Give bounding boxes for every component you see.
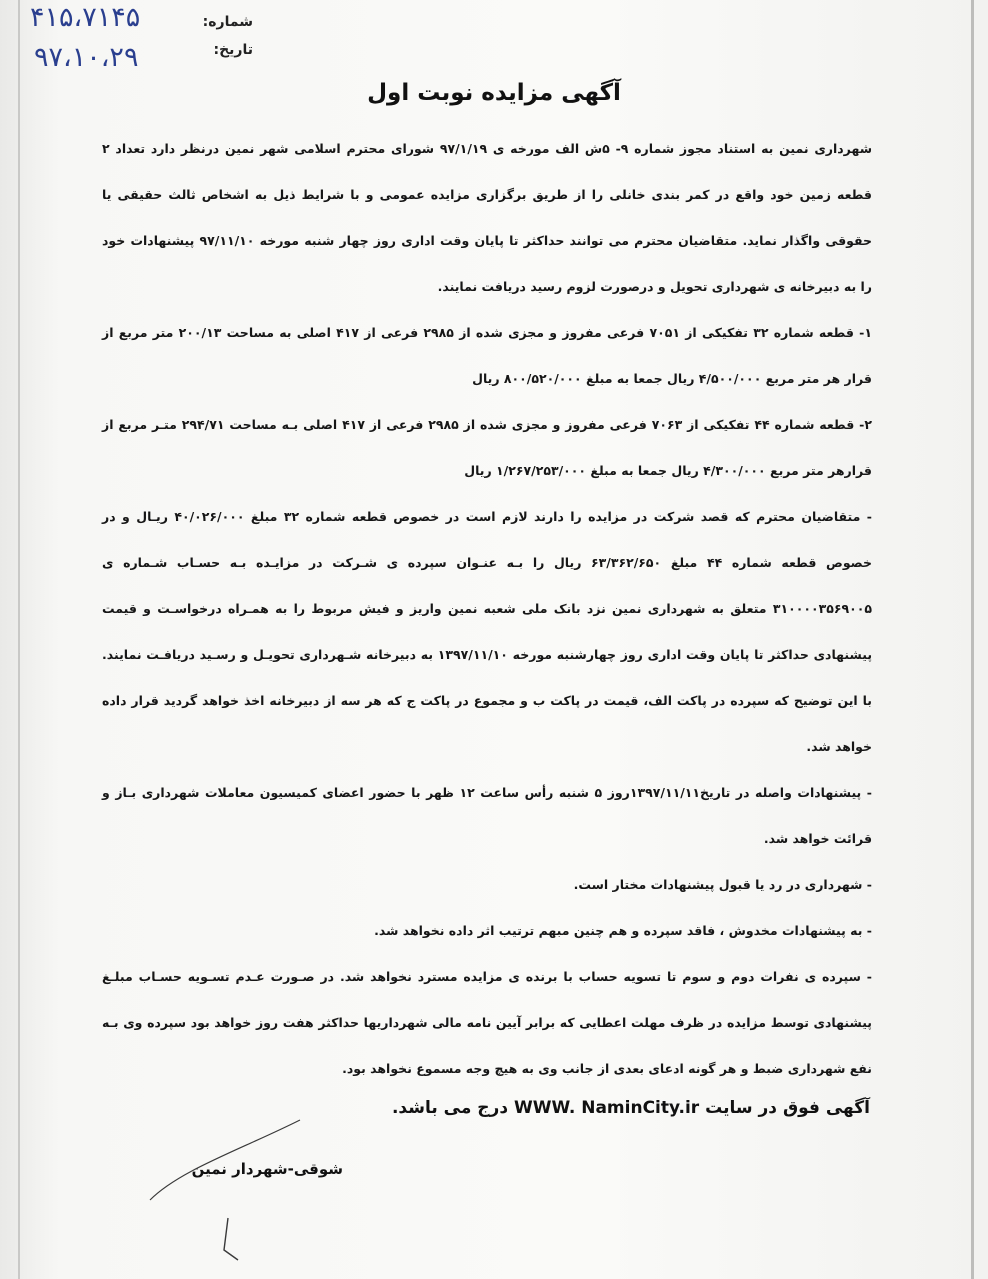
document-title: آگهی مزایده نوبت اول <box>367 80 621 106</box>
paragraph-invalid-bids: - به پیشنهادات مخدوش ، فاقد سپرده و هم چنین مبهم ترتیب اثر داده نخواهد شد. <box>374 923 872 938</box>
paragraph-lot-32: ۱- قطعه شماره ۳۲ تفکیکی از ۷۰۵۱ فرعی مفروز و مجزی شده از ۲۹۸۵ فرعی از ۴۱۷ اصلی به مساحت ۲۰۰/۱۳ متر مربع از قرار هر متر مربع ۴/۵۰۰/۰۰۰ ریال جمعا به مبلغ ۸۰۰/۵۲۰/۰۰۰ ریال <box>102 325 872 386</box>
document-body <box>102 126 872 1092</box>
paragraph-discretion: - شهرداری در رد یا قبول پیشنهادات مختار است. <box>573 877 872 892</box>
page-right-edge <box>971 0 974 1279</box>
paragraph-deposit: - متقاضیان محترم که قصد شرکت در مزایده را دارند لازم است در خصوص قطعه شماره ۳۲ مبلغ ۴۰/۰۲۶/۰۰۰ ریـال و در خصوص قطعه شماره ۴۴ مبلغ ۶۳/۳۶۲/۶۵۰ ریال را بـه عنـوان سپرده ی شـرکت در مزایـده بـه حسـاب شـماره ی ۳۱۰۰۰۰۳۵۶۹۰۰۵ متعلق به شهرداری نمین نزد بانک ملی شعبه نمین واریز و فیش مربوط را به همـراه درخواسـت و قیمت پیشنهادی حداکثر تا پایان وقت اداری روز چهارشنبه مورخه ۱۳۹۷/۱۱/۱۰ به دبیرخانه شـهرداری تحویـل و رسـید دریافـت نمایند. با این توضیح که سپرده در پاکت الف، قیمت در پاکت ب و مجموع در پاکت ج که هر سه از دبیرخانه اخذ خواهد گردید قرار داده خواهد شد. <box>102 509 873 754</box>
paragraph-opening: - پیشنهادات واصله در تاریخ۱۳۹۷/۱۱/۱۱روز ۵ شنبه رأس ساعت ۱۲ ظهر با حضور اعضای کمیسیون معاملات شهرداری بـاز و قرائت خواهد شد. <box>102 785 872 846</box>
page-left-edge <box>18 0 20 1279</box>
number-label: شماره: <box>202 14 253 30</box>
handwritten-date: ۹۷،۱۰،۲۹ <box>34 42 139 73</box>
site-note: آگهی فوق در سایت WWW. NaminCity.ir درج می باشد. <box>391 1098 870 1118</box>
signature-scribble <box>120 1110 340 1270</box>
handwritten-number: ۴۱۵،۷۱۴۵ <box>30 2 141 33</box>
header-labels <box>203 8 253 64</box>
signature-name: شوقی-شهردار نمین <box>191 1160 343 1178</box>
paragraph-refund: - سپرده ی نفرات دوم و سوم تا تسویه حساب با برنده ی مزایده مسترد نخواهد شد. در صـورت عـدم تسـویه حسـاب مبلـغ پیشنهادی توسط مزایده در ظرف مهلت اعطایی که برابر آیین نامه مالی شهرداریها حداکثر هفت روز خواهد بود سپرده وی بـه نفع شهرداری ضبط و هر گونه ادعای بعدی از جانب وی به هیچ وجه مسموع نخواهد بود. <box>102 969 872 1076</box>
paragraph-lot-44: ۲- قطعه شماره ۴۴ تفکیکی از ۷۰۶۳ فرعی مفروز و مجزی شده از ۲۹۸۵ فرعی از ۴۱۷ اصلی بـه مساحت ۲۹۴/۷۱ متـر مربع از قرارهر متر مربع ۴/۳۰۰/۰۰۰ ریال جمعا به مبلغ ۱/۲۶۷/۲۵۳/۰۰۰ ریال <box>102 417 873 478</box>
date-label: تاریخ: <box>213 42 253 58</box>
paragraph-intro: شهرداری نمین به استناد مجوز شماره ۹- ۵ش الف مورخه ی ۹۷/۱/۱۹ شورای محترم اسلامی شهر نمین درنظر دارد تعداد ۲ قطعه زمین خود واقع در کمر بندی خانلی را از طریق برگزاری مزایده عمومی و با شرایط ذیل به اشخاص ثالث حقیقی یا حقوقی واگذار نماید. متقاضیان محترم می توانند حداکثر تا پایان وقت اداری روز چهار شنبه مورخه ۹۷/۱۱/۱۰ پیشنهادات خود را به دبیرخانه ی شهرداری تحویل و درصورت لزوم رسید دریافت نمایند. <box>102 141 872 294</box>
